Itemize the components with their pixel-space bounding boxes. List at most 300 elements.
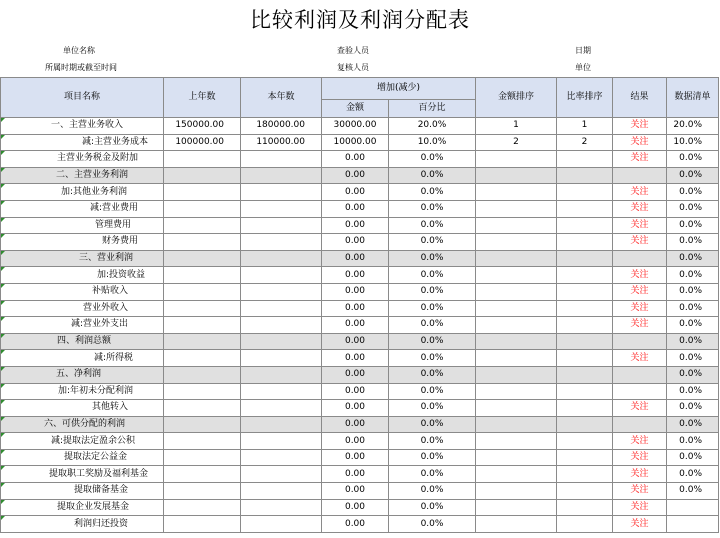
change-amount-cell[interactable] bbox=[322, 118, 389, 135]
data-list-cell[interactable] bbox=[667, 433, 719, 450]
data-list-text: 0.0% bbox=[679, 286, 702, 297]
change-amount-cell[interactable] bbox=[322, 317, 389, 334]
change-percent-text: 0.0% bbox=[420, 501, 444, 512]
data-list-cell[interactable] bbox=[667, 184, 719, 201]
change-amount-text: 0.00 bbox=[344, 269, 366, 280]
data-list-cell[interactable] bbox=[667, 250, 719, 267]
item-name-cell[interactable] bbox=[1, 184, 164, 201]
item-name-text: 加:其他业务利润 bbox=[60, 186, 127, 197]
this-year-cell[interactable] bbox=[241, 118, 322, 135]
ratio-rank-cell[interactable] bbox=[557, 267, 613, 284]
change-amount-text: 0.00 bbox=[344, 302, 366, 313]
last-year-cell[interactable] bbox=[164, 217, 241, 234]
change-amount-cell[interactable] bbox=[322, 350, 389, 367]
this-year-cell[interactable] bbox=[241, 333, 322, 350]
result-cell[interactable] bbox=[613, 449, 667, 466]
change-amount-cell[interactable] bbox=[322, 516, 389, 533]
date-label: 日期 bbox=[575, 46, 591, 55]
amount-rank-cell[interactable] bbox=[476, 333, 557, 350]
cell-comment-marker-icon bbox=[1, 284, 5, 288]
change-amount-cell[interactable] bbox=[322, 483, 389, 500]
period-label: 所属时期或截至时间 bbox=[45, 63, 117, 72]
result-cell[interactable] bbox=[613, 516, 667, 533]
cell-comment-marker-icon bbox=[1, 384, 5, 388]
change-percent-text: 0.0% bbox=[420, 352, 444, 363]
this-year-cell[interactable] bbox=[241, 383, 322, 400]
this-year-cell[interactable] bbox=[241, 250, 322, 267]
item-name-cell[interactable] bbox=[1, 516, 164, 533]
data-list-cell[interactable] bbox=[667, 300, 719, 317]
amount-rank-cell[interactable] bbox=[476, 151, 557, 168]
data-list-cell[interactable] bbox=[667, 483, 719, 500]
data-list-cell[interactable] bbox=[667, 416, 719, 433]
last-year-cell[interactable] bbox=[164, 134, 241, 151]
change-percent-cell[interactable] bbox=[389, 234, 476, 251]
result-text: 关注 bbox=[630, 203, 649, 214]
item-name-text: 主营业务税金及附加 bbox=[56, 153, 138, 164]
result-text: 关注 bbox=[630, 319, 649, 330]
data-list-cell[interactable] bbox=[667, 267, 719, 284]
change-amount-cell[interactable] bbox=[322, 433, 389, 450]
ratio-rank-cell[interactable] bbox=[557, 366, 613, 383]
table-row bbox=[1, 383, 719, 400]
cell-comment-marker-icon bbox=[1, 500, 5, 504]
change-amount-cell[interactable] bbox=[322, 383, 389, 400]
result-cell[interactable] bbox=[613, 200, 667, 217]
amount-rank-cell[interactable] bbox=[476, 350, 557, 367]
this-year-cell[interactable] bbox=[241, 184, 322, 201]
data-list-text: 0.0% bbox=[679, 485, 702, 496]
result-cell[interactable] bbox=[613, 350, 667, 367]
last-year-cell[interactable] bbox=[164, 499, 241, 516]
amount-rank-cell[interactable] bbox=[476, 300, 557, 317]
ratio-rank-cell[interactable] bbox=[557, 300, 613, 317]
data-list-cell[interactable] bbox=[667, 350, 719, 367]
change-percent-cell[interactable] bbox=[389, 217, 476, 234]
this-year-cell[interactable] bbox=[241, 317, 322, 334]
result-text: 关注 bbox=[630, 452, 649, 463]
ratio-rank-cell[interactable] bbox=[557, 200, 613, 217]
result-cell[interactable] bbox=[613, 366, 667, 383]
this-year-cell[interactable] bbox=[241, 416, 322, 433]
change-percent-cell[interactable] bbox=[389, 250, 476, 267]
amount-rank-cell[interactable] bbox=[476, 134, 557, 151]
change-percent-cell[interactable] bbox=[389, 350, 476, 367]
change-percent-cell[interactable] bbox=[389, 333, 476, 350]
this-year-cell[interactable] bbox=[241, 516, 322, 533]
change-percent-text: 0.0% bbox=[420, 269, 444, 280]
amount-rank-cell[interactable] bbox=[476, 217, 557, 234]
change-amount-cell[interactable] bbox=[322, 200, 389, 217]
item-name-cell[interactable] bbox=[1, 134, 164, 151]
this-year-cell[interactable] bbox=[241, 234, 322, 251]
item-name-cell[interactable] bbox=[1, 383, 164, 400]
item-name-text: 提取企业发展基金 bbox=[56, 501, 129, 512]
last-year-cell[interactable] bbox=[164, 200, 241, 217]
item-name-cell[interactable] bbox=[1, 300, 164, 317]
checker-label: 查验人员 bbox=[337, 46, 369, 55]
cell-comment-marker-icon bbox=[1, 118, 5, 122]
last-year-cell[interactable] bbox=[164, 400, 241, 417]
amount-rank-text: 1 bbox=[513, 120, 519, 131]
ratio-rank-cell[interactable] bbox=[557, 400, 613, 417]
change-percent-text: 0.0% bbox=[420, 286, 444, 297]
result-cell[interactable] bbox=[613, 134, 667, 151]
change-percent-cell[interactable] bbox=[389, 200, 476, 217]
amount-rank-cell[interactable] bbox=[476, 267, 557, 284]
change-amount-text: 0.00 bbox=[344, 468, 366, 479]
this-year-text: 180000.00 bbox=[256, 120, 305, 131]
change-amount-cell[interactable] bbox=[322, 400, 389, 417]
amount-rank-cell[interactable] bbox=[476, 250, 557, 267]
change-amount-text: 0.00 bbox=[344, 186, 366, 197]
change-percent-cell[interactable] bbox=[389, 433, 476, 450]
table-row bbox=[1, 317, 719, 334]
data-list-cell[interactable] bbox=[667, 499, 719, 516]
amount-rank-cell[interactable] bbox=[476, 366, 557, 383]
change-amount-text: 10000.00 bbox=[333, 136, 377, 147]
change-percent-cell[interactable] bbox=[389, 416, 476, 433]
this-year-cell[interactable] bbox=[241, 483, 322, 500]
item-name-cell[interactable] bbox=[1, 217, 164, 234]
header-this-year: 本年数 bbox=[241, 78, 322, 118]
change-percent-cell[interactable] bbox=[389, 184, 476, 201]
ratio-rank-cell[interactable] bbox=[557, 217, 613, 234]
amount-rank-cell[interactable] bbox=[476, 234, 557, 251]
last-year-cell[interactable] bbox=[164, 383, 241, 400]
data-list-cell[interactable] bbox=[667, 118, 719, 135]
item-name-cell[interactable] bbox=[1, 449, 164, 466]
ratio-rank-cell[interactable] bbox=[557, 433, 613, 450]
change-percent-text: 0.0% bbox=[420, 418, 444, 429]
change-percent-text: 0.0% bbox=[420, 319, 444, 330]
ratio-rank-cell[interactable] bbox=[557, 151, 613, 168]
change-amount-cell[interactable] bbox=[322, 416, 389, 433]
ratio-rank-cell[interactable] bbox=[557, 118, 613, 135]
last-year-cell[interactable] bbox=[164, 449, 241, 466]
amount-rank-cell[interactable] bbox=[476, 200, 557, 217]
result-cell[interactable] bbox=[613, 283, 667, 300]
this-year-cell[interactable] bbox=[241, 283, 322, 300]
this-year-cell[interactable] bbox=[241, 134, 322, 151]
last-year-cell[interactable] bbox=[164, 483, 241, 500]
amount-rank-cell[interactable] bbox=[476, 416, 557, 433]
change-amount-cell[interactable] bbox=[322, 366, 389, 383]
change-amount-cell[interactable] bbox=[322, 184, 389, 201]
item-name-cell[interactable] bbox=[1, 466, 164, 483]
result-cell[interactable] bbox=[613, 234, 667, 251]
data-list-cell[interactable] bbox=[667, 466, 719, 483]
change-percent-cell[interactable] bbox=[389, 300, 476, 317]
cell-comment-marker-icon bbox=[1, 400, 5, 404]
change-amount-cell[interactable] bbox=[322, 134, 389, 151]
change-percent-cell[interactable] bbox=[389, 167, 476, 184]
this-year-cell[interactable] bbox=[241, 366, 322, 383]
ratio-rank-cell[interactable] bbox=[557, 234, 613, 251]
amount-rank-cell[interactable] bbox=[476, 167, 557, 184]
change-percent-cell[interactable] bbox=[389, 283, 476, 300]
ratio-rank-cell[interactable] bbox=[557, 483, 613, 500]
header-percent: 百分比 bbox=[389, 100, 476, 118]
this-year-cell[interactable] bbox=[241, 499, 322, 516]
last-year-cell[interactable] bbox=[164, 433, 241, 450]
result-cell[interactable] bbox=[613, 167, 667, 184]
change-percent-cell[interactable] bbox=[389, 516, 476, 533]
change-percent-cell[interactable] bbox=[389, 449, 476, 466]
change-percent-cell[interactable] bbox=[389, 118, 476, 135]
last-year-cell[interactable] bbox=[164, 267, 241, 284]
change-amount-cell[interactable] bbox=[322, 151, 389, 168]
item-name-cell[interactable] bbox=[1, 267, 164, 284]
amount-rank-cell[interactable] bbox=[476, 499, 557, 516]
change-amount-cell[interactable] bbox=[322, 234, 389, 251]
change-percent-cell[interactable] bbox=[389, 317, 476, 334]
table-row bbox=[1, 516, 719, 533]
change-amount-text: 0.00 bbox=[344, 203, 366, 214]
item-name-cell[interactable] bbox=[1, 250, 164, 267]
item-name-text: 加:年初未分配利润 bbox=[57, 385, 133, 396]
header-amount-rank: 金额排序 bbox=[476, 78, 557, 118]
ratio-rank-cell[interactable] bbox=[557, 333, 613, 350]
data-list-cell[interactable] bbox=[667, 167, 719, 184]
ratio-rank-cell[interactable] bbox=[557, 466, 613, 483]
result-cell[interactable] bbox=[613, 118, 667, 135]
data-list-cell[interactable] bbox=[667, 400, 719, 417]
data-list-text: 0.0% bbox=[679, 385, 702, 396]
ratio-rank-cell[interactable] bbox=[557, 283, 613, 300]
change-percent-cell[interactable] bbox=[389, 383, 476, 400]
change-amount-text: 0.00 bbox=[344, 485, 366, 496]
amount-rank-cell[interactable] bbox=[476, 317, 557, 334]
result-cell[interactable] bbox=[613, 250, 667, 267]
ratio-rank-cell[interactable] bbox=[557, 350, 613, 367]
result-cell[interactable] bbox=[613, 499, 667, 516]
item-name-cell[interactable] bbox=[1, 499, 164, 516]
change-amount-cell[interactable] bbox=[322, 499, 389, 516]
item-name-cell[interactable] bbox=[1, 200, 164, 217]
result-cell[interactable] bbox=[613, 317, 667, 334]
data-list-cell[interactable] bbox=[667, 234, 719, 251]
ratio-rank-cell[interactable] bbox=[557, 317, 613, 334]
ratio-rank-cell[interactable] bbox=[557, 383, 613, 400]
result-cell[interactable] bbox=[613, 400, 667, 417]
item-name-cell[interactable] bbox=[1, 400, 164, 417]
change-amount-cell[interactable] bbox=[322, 333, 389, 350]
item-name-cell[interactable] bbox=[1, 483, 164, 500]
amount-rank-cell[interactable] bbox=[476, 383, 557, 400]
this-year-cell[interactable] bbox=[241, 400, 322, 417]
last-year-cell[interactable] bbox=[164, 466, 241, 483]
ratio-rank-cell[interactable] bbox=[557, 499, 613, 516]
ratio-rank-cell[interactable] bbox=[557, 184, 613, 201]
last-year-cell[interactable] bbox=[164, 416, 241, 433]
cell-comment-marker-icon bbox=[1, 466, 5, 470]
change-percent-text: 20.0% bbox=[417, 120, 447, 131]
data-list-cell[interactable] bbox=[667, 516, 719, 533]
result-cell[interactable] bbox=[613, 300, 667, 317]
item-name-cell[interactable] bbox=[1, 118, 164, 135]
data-list-cell[interactable] bbox=[667, 449, 719, 466]
table-row bbox=[1, 200, 719, 217]
data-list-cell[interactable] bbox=[667, 217, 719, 234]
change-percent-text: 0.0% bbox=[420, 435, 444, 446]
data-list-text: 0.0% bbox=[679, 302, 702, 313]
amount-rank-cell[interactable] bbox=[476, 400, 557, 417]
result-text: 关注 bbox=[630, 518, 649, 529]
result-cell[interactable] bbox=[613, 151, 667, 168]
amount-rank-cell[interactable] bbox=[476, 184, 557, 201]
change-percent-text: 0.0% bbox=[420, 203, 444, 214]
item-name-cell[interactable] bbox=[1, 433, 164, 450]
last-year-cell[interactable] bbox=[164, 118, 241, 135]
item-name-text: 利润归还投资 bbox=[73, 518, 128, 529]
change-amount-text: 0.00 bbox=[344, 236, 366, 247]
this-year-cell[interactable] bbox=[241, 200, 322, 217]
change-percent-text: 0.0% bbox=[420, 485, 444, 496]
data-list-cell[interactable] bbox=[667, 200, 719, 217]
last-year-cell[interactable] bbox=[164, 250, 241, 267]
cell-comment-marker-icon bbox=[1, 417, 5, 421]
result-text: 关注 bbox=[630, 402, 649, 413]
change-percent-cell[interactable] bbox=[389, 366, 476, 383]
ratio-rank-cell[interactable] bbox=[557, 516, 613, 533]
change-percent-cell[interactable] bbox=[389, 151, 476, 168]
change-percent-cell[interactable] bbox=[389, 483, 476, 500]
item-name-cell[interactable] bbox=[1, 416, 164, 433]
amount-rank-cell[interactable] bbox=[476, 283, 557, 300]
amount-rank-cell[interactable] bbox=[476, 433, 557, 450]
result-cell[interactable] bbox=[613, 217, 667, 234]
result-cell[interactable] bbox=[613, 433, 667, 450]
ratio-rank-cell[interactable] bbox=[557, 416, 613, 433]
last-year-cell[interactable] bbox=[164, 366, 241, 383]
last-year-cell[interactable] bbox=[164, 184, 241, 201]
table-row bbox=[1, 167, 719, 184]
change-percent-cell[interactable] bbox=[389, 400, 476, 417]
item-name-cell[interactable] bbox=[1, 151, 164, 168]
result-cell[interactable] bbox=[613, 184, 667, 201]
last-year-cell[interactable] bbox=[164, 283, 241, 300]
change-percent-cell[interactable] bbox=[389, 267, 476, 284]
last-year-cell[interactable] bbox=[164, 333, 241, 350]
change-percent-cell[interactable] bbox=[389, 499, 476, 516]
data-list-cell[interactable] bbox=[667, 151, 719, 168]
change-amount-text: 0.00 bbox=[344, 352, 366, 363]
result-cell[interactable] bbox=[613, 483, 667, 500]
data-list-cell[interactable] bbox=[667, 134, 719, 151]
item-name-cell[interactable] bbox=[1, 350, 164, 367]
amount-rank-cell[interactable] bbox=[476, 118, 557, 135]
change-amount-cell[interactable] bbox=[322, 449, 389, 466]
last-year-cell[interactable] bbox=[164, 167, 241, 184]
ratio-rank-cell[interactable] bbox=[557, 449, 613, 466]
amount-rank-cell[interactable] bbox=[476, 449, 557, 466]
result-text: 关注 bbox=[630, 468, 649, 479]
item-name-cell[interactable] bbox=[1, 283, 164, 300]
ratio-rank-cell[interactable] bbox=[557, 134, 613, 151]
change-amount-cell[interactable] bbox=[322, 466, 389, 483]
change-percent-text: 0.0% bbox=[420, 369, 444, 380]
change-percent-text: 0.0% bbox=[420, 518, 444, 529]
change-amount-cell[interactable] bbox=[322, 167, 389, 184]
result-cell[interactable] bbox=[613, 333, 667, 350]
last-year-text: 100000.00 bbox=[175, 136, 224, 147]
last-year-cell[interactable] bbox=[164, 350, 241, 367]
item-name-cell[interactable] bbox=[1, 366, 164, 383]
this-year-cell[interactable] bbox=[241, 350, 322, 367]
change-amount-cell[interactable] bbox=[322, 300, 389, 317]
data-list-cell[interactable] bbox=[667, 383, 719, 400]
data-list-text: 0.0% bbox=[679, 269, 702, 280]
this-year-cell[interactable] bbox=[241, 449, 322, 466]
data-list-cell[interactable] bbox=[667, 366, 719, 383]
item-name-cell[interactable] bbox=[1, 317, 164, 334]
cell-comment-marker-icon bbox=[1, 218, 5, 222]
result-cell[interactable] bbox=[613, 416, 667, 433]
data-list-text: 0.0% bbox=[679, 402, 702, 413]
data-list-text: 0.0% bbox=[679, 369, 702, 380]
header-data-list: 数据清单 bbox=[667, 78, 719, 118]
cell-comment-marker-icon bbox=[1, 350, 5, 354]
cell-comment-marker-icon bbox=[1, 267, 5, 271]
table-row bbox=[1, 499, 719, 516]
result-text: 关注 bbox=[630, 136, 649, 147]
item-name-text: 减:提取法定盈余公积 bbox=[50, 435, 135, 446]
this-year-cell[interactable] bbox=[241, 466, 322, 483]
last-year-cell[interactable] bbox=[164, 516, 241, 533]
data-list-cell[interactable] bbox=[667, 283, 719, 300]
change-amount-text: 0.00 bbox=[344, 501, 366, 512]
this-year-cell[interactable] bbox=[241, 433, 322, 450]
change-amount-cell[interactable] bbox=[322, 250, 389, 267]
change-percent-cell[interactable] bbox=[389, 466, 476, 483]
change-amount-cell[interactable] bbox=[322, 217, 389, 234]
item-name-cell[interactable] bbox=[1, 333, 164, 350]
table-row bbox=[1, 366, 719, 383]
item-name-cell[interactable] bbox=[1, 167, 164, 184]
ratio-rank-cell[interactable] bbox=[557, 250, 613, 267]
cell-comment-marker-icon bbox=[1, 367, 5, 371]
result-cell[interactable] bbox=[613, 383, 667, 400]
amount-rank-cell[interactable] bbox=[476, 516, 557, 533]
result-text: 关注 bbox=[630, 485, 649, 496]
data-list-text: 0.0% bbox=[679, 435, 702, 446]
change-amount-cell[interactable] bbox=[322, 283, 389, 300]
last-year-cell[interactable] bbox=[164, 151, 241, 168]
change-amount-cell[interactable] bbox=[322, 267, 389, 284]
ratio-rank-cell[interactable] bbox=[557, 167, 613, 184]
data-list-cell[interactable] bbox=[667, 317, 719, 334]
this-year-cell[interactable] bbox=[241, 300, 322, 317]
change-percent-cell[interactable] bbox=[389, 134, 476, 151]
this-year-cell[interactable] bbox=[241, 151, 322, 168]
this-year-cell[interactable] bbox=[241, 217, 322, 234]
item-name-cell[interactable] bbox=[1, 234, 164, 251]
result-cell[interactable] bbox=[613, 466, 667, 483]
change-amount-text: 0.00 bbox=[344, 286, 366, 297]
this-year-cell[interactable] bbox=[241, 167, 322, 184]
data-list-cell[interactable] bbox=[667, 333, 719, 350]
amount-rank-cell[interactable] bbox=[476, 483, 557, 500]
last-year-cell[interactable] bbox=[164, 300, 241, 317]
this-year-cell[interactable] bbox=[241, 267, 322, 284]
amount-rank-cell[interactable] bbox=[476, 466, 557, 483]
cell-comment-marker-icon bbox=[1, 317, 5, 321]
result-cell[interactable] bbox=[613, 267, 667, 284]
last-year-cell[interactable] bbox=[164, 317, 241, 334]
data-list-text: 0.0% bbox=[679, 170, 702, 181]
last-year-cell[interactable] bbox=[164, 234, 241, 251]
